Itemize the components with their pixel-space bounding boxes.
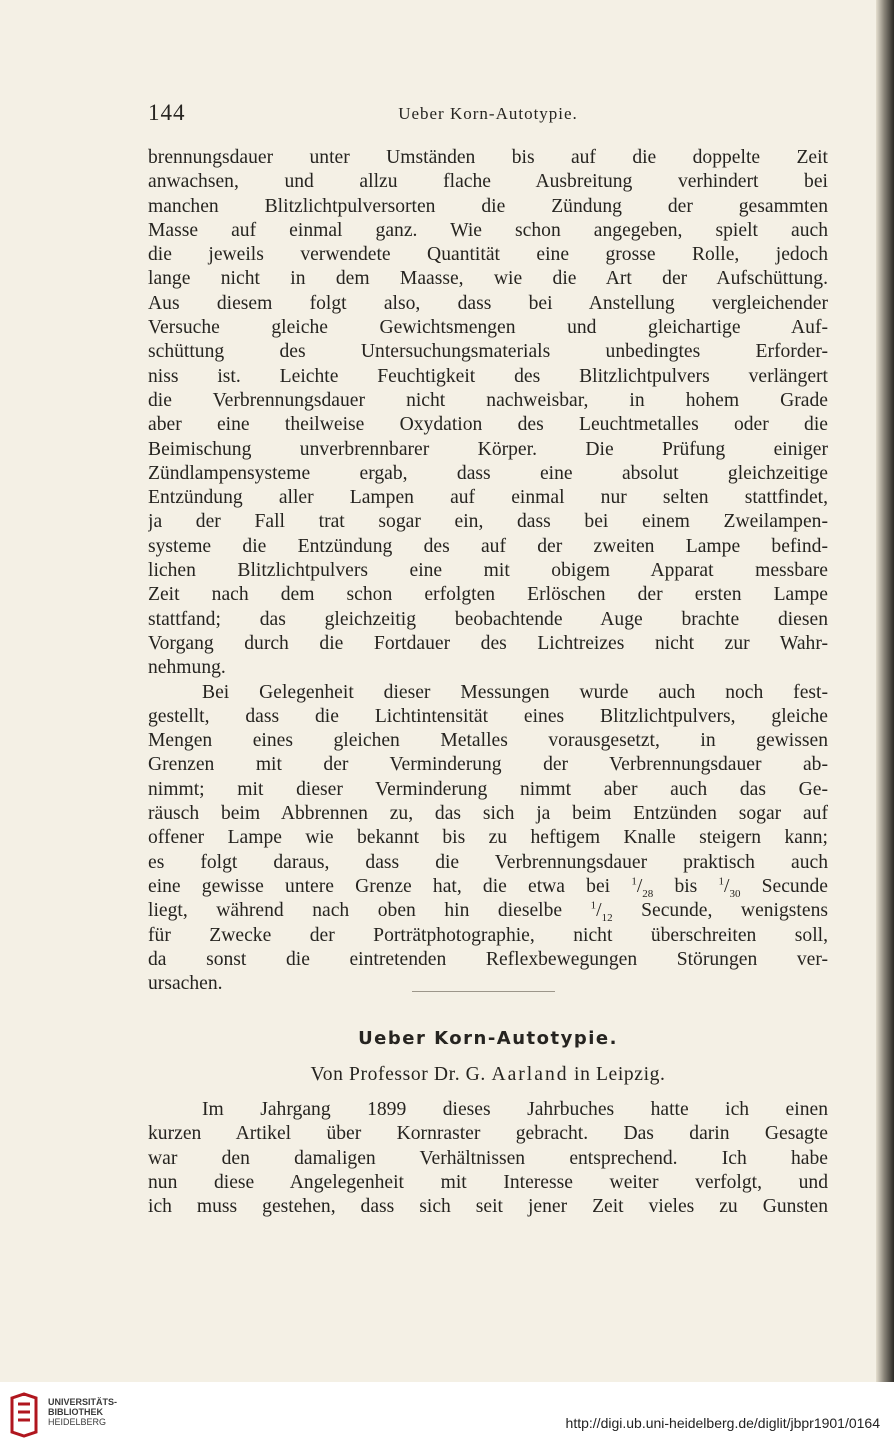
page-number: 144 [148,100,186,125]
fraction-denominator: 12 [601,912,613,924]
fraction-numerator: 1 [631,875,637,888]
text-line: systeme die Entzündung des auf der zweiten Lampe befind- [148,535,828,557]
fraction-denominator: 28 [642,887,654,900]
text-fragment: eine gewisse untere Grenze hat, die etwa bei [148,875,632,897]
body-text-continued [148,146,828,996]
text-line: brennungsdauer unter Umständen bis auf die doppelte Zeit [148,147,828,168]
author-prefix: Von Professor Dr. G. [310,1064,492,1085]
text-line: gestellt, dass die Lichtintensität eines Blitzlichtpulvers, gleiche [148,705,828,727]
text-line: aber eine theilweise Oxydation des Leuchtmetalles oder die [148,414,828,436]
text-line: ich muss gestehen, dass sich seit jener Zeit vieles zu Gunsten [148,1196,828,1218]
text-fragment: liegt, während nach oben hin dieselbe [148,900,591,922]
text-line: Bei Gelegenheit dieser Messungen wurde auch noch fest- [202,681,828,703]
text-line: schüttung des Untersuchungsmaterials unbedingtes Erforder- [148,341,828,363]
library-name [48,1397,117,1427]
text-line: Aus diesem folgt also, dass bei Anstellung vergleichender [148,292,828,314]
permalink-url[interactable]: http://digi.ub.uni-heidelberg.de/diglit/jbpr1901/0164 [565,1415,880,1431]
section-divider [412,991,555,992]
text-line: die jeweils verwendete Quantität eine grosse Rolle, jedoch [148,244,828,266]
article-body [148,1098,828,1219]
text-line: lange nicht in dem Maasse, wie die Art der Aufschüttung. [148,268,828,290]
text-line: Entzündung aller Lampen auf einmal nur selten stattfindet, [148,487,828,509]
text-line: nun diese Angelegenheit mit Interesse weiter verfolgt, und [148,1171,828,1193]
text-line: anwachsen, und allzu flache Ausbreitung verhindert bei [148,171,828,193]
text-line: stattfand; das gleichzeitig beobachtende Auge brachte diesen [148,608,828,630]
text-line: Vorgang durch die Fortdauer des Lichtreizes nicht zur Wahr- [148,632,828,654]
fraction-denominator: 30 [729,887,741,900]
fraction-numerator: 1 [718,875,724,888]
text-line-fraction: eine gewisse untere Grenze hat, die etwa bei $^1/_{28}$ bis $^1/_{30}$ Secunde [148,875,828,900]
library-line: BIBLIOTHEK [48,1407,103,1417]
library-line: HEIDELBERG [48,1417,107,1427]
text-line: Mengen eines gleichen Metalles vorausgesetzt, in gewissen [148,730,828,752]
section-title: Ueber Korn-Autotypie. [358,1028,618,1049]
text-fragment: Secunde, wenigstens [612,900,828,922]
library-line: UNIVERSITÄTS- [48,1397,118,1407]
text-line: für Zwecke der Porträtphotographie, nicht überschreiten soll, [148,924,828,946]
page-edge-shadow [876,0,894,1382]
text-line: nehmung. [148,657,226,679]
text-fragment: Secunde [740,875,828,897]
author-line [148,1064,828,1086]
text-line: ursachen. [148,973,223,995]
text-line: räusch beim Abbrennen zu, das sich ja beim Entzünden sogar auf [148,803,828,825]
text-line: niss ist. Leichte Feuchtigkeit des Blitzlichtpulvers verlängert [148,365,828,387]
text-line: da sonst die eintretenden Reflexbewegungen Störungen ver- [148,948,828,970]
text-line: Masse auf einmal ganz. Wie schon angegeben, spielt auch [148,219,828,241]
author-name: Aarland [491,1064,569,1085]
library-logo-icon [8,1392,40,1438]
text-line: manchen Blitzlichtpulversorten die Zündung der gesammten [148,195,828,217]
text-line: es folgt daraus, dass die Verbrennungsdauer praktisch auch [148,851,828,873]
fraction-numerator: 1 [590,899,597,912]
text-line: lichen Blitzlichtpulvers eine mit obigem Apparat messbare [148,560,828,582]
text-line: Zeit nach dem schon erfolgten Erlöschen der ersten Lampe [148,584,828,606]
text-line: war den damaligen Verhältnissen entsprechend. Ich habe [148,1147,828,1169]
text-line: Versuche gleiche Gewichtsmengen und gleichartige Auf- [148,317,828,339]
text-line: offener Lampe wie bekannt bis zu heftigem Knalle steigern kann; [148,827,828,849]
text-line: die Verbrennungsdauer nicht nachweisbar, in hohem Grade [148,389,828,411]
text-line: ja der Fall trat sogar ein, dass bei einem Zweilampen- [148,511,828,533]
text-line: Grenzen mit der Verminderung der Verbrennungsdauer ab- [148,754,828,776]
text-line: Im Jahrgang 1899 dieses Jahrbuches hatte ich einen [202,1099,828,1120]
text-line-fraction: liegt, während nach oben hin dieselbe $^1/_{12}$ Secunde, wenigstens [148,899,828,924]
running-title: Ueber Korn-Autotypie. [398,104,578,123]
text-line: Zündlampensysteme ergab, dass eine absolut gleichzeitige [148,462,828,484]
viewer-footer [0,1382,894,1446]
author-suffix: in Leipzig. [568,1064,666,1085]
text-line: kurzen Artikel über Kornraster gebracht. Das darin Gesagte [148,1123,828,1145]
text-fragment: bis [653,875,719,897]
page-header [148,100,828,130]
text-line: Beimischung unverbrennbarer Körper. Die Prüfung einiger [148,438,828,460]
text-line: nimmt; mit dieser Verminderung nimmt aber auch das Ge- [148,778,828,800]
